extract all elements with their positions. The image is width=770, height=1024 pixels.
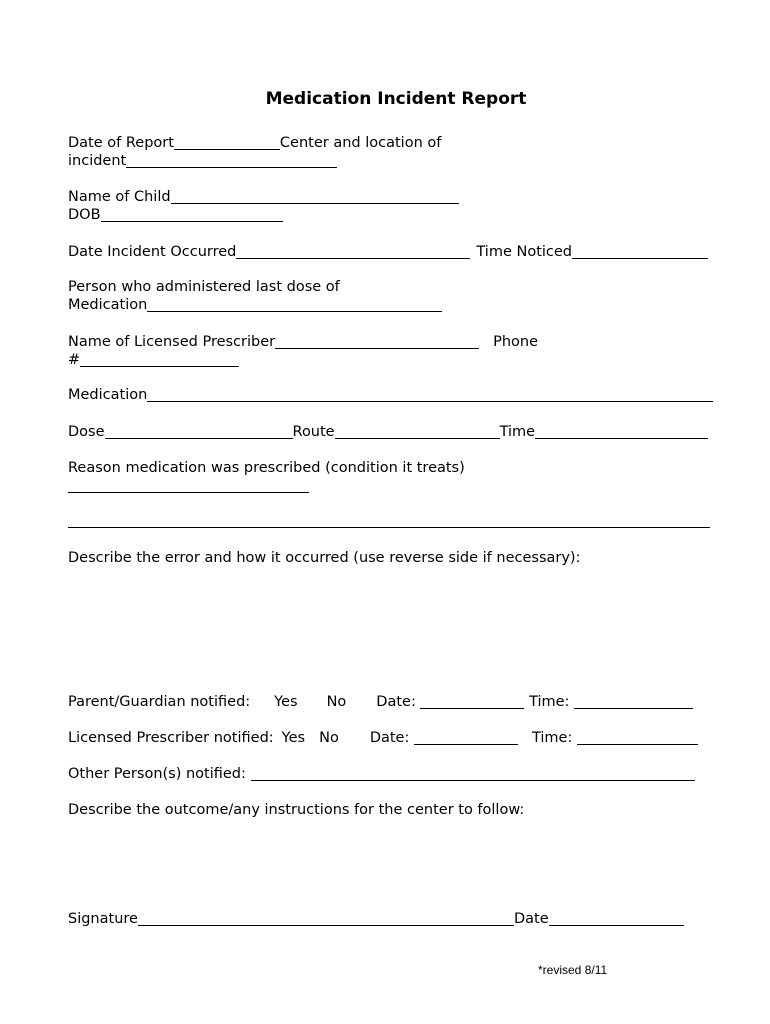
label-licensed-prescriber: Name of Licensed Prescriber (68, 334, 276, 350)
blank-date-of-report[interactable] (174, 135, 280, 150)
line-prescriber-notified (68, 729, 698, 747)
line-signature (68, 910, 684, 928)
line-dob (68, 206, 283, 224)
line-describe-error (68, 549, 580, 567)
label-describe-outcome: Describe the outcome/any instructions for the center to follow: (68, 802, 525, 818)
label-parent-date: Date: (376, 694, 416, 710)
line-reason-blank-2 (68, 512, 710, 530)
blank-other-persons[interactable] (251, 766, 695, 781)
label-prescriber-notified: Licensed Prescriber notified: (68, 730, 274, 746)
blank-medication[interactable] (147, 387, 713, 402)
label-parent-time: Time: (529, 694, 570, 710)
label-route: Route (292, 424, 335, 440)
line-medication-admin (68, 296, 442, 314)
line-reason-blank (68, 477, 309, 495)
blank-name-of-child[interactable] (171, 189, 459, 204)
label-center-location: Center and location of (279, 135, 442, 151)
line-reason (68, 459, 465, 477)
line-other-persons (68, 765, 695, 783)
blank-time-noticed[interactable] (572, 244, 708, 259)
prescriber-yes[interactable]: Yes (281, 730, 306, 746)
line-person-administered (68, 278, 340, 296)
label-phone-hash: # (68, 352, 81, 368)
line-date-incident (68, 243, 708, 261)
blank-dob[interactable] (101, 207, 283, 222)
blank-parent-time[interactable] (574, 694, 693, 709)
label-medication-admin: Medication (68, 297, 148, 313)
blank-phone[interactable] (80, 352, 239, 367)
label-prescriber-date: Date: (369, 730, 410, 746)
line-medication (68, 386, 713, 404)
label-phone: Phone (493, 334, 539, 350)
label-medication: Medication (68, 387, 148, 403)
label-signature: Signature (68, 911, 138, 927)
label-dob: DOB (68, 207, 101, 223)
blank-route[interactable] (335, 424, 500, 439)
label-parent-notified: Parent/Guardian notified: (68, 694, 251, 710)
parent-no[interactable]: No (326, 694, 347, 710)
label-incident: incident (68, 153, 127, 169)
label-date-of-report: Date of Report (68, 135, 174, 151)
blank-prescriber-time[interactable] (577, 730, 698, 745)
blank-signature-date[interactable] (549, 911, 684, 926)
label-date-incident: Date Incident Occurred (68, 244, 237, 260)
line-parent-notified (68, 693, 693, 711)
parent-yes[interactable]: Yes (274, 694, 298, 710)
label-time: Time (499, 424, 536, 440)
prescriber-no[interactable]: No (319, 730, 339, 746)
blank-date-incident[interactable] (236, 244, 470, 259)
label-time-noticed: Time Noticed (476, 244, 572, 260)
blank-reason-1[interactable] (68, 478, 309, 493)
blank-dose[interactable] (105, 424, 293, 439)
label-signature-date: Date (513, 911, 549, 927)
line-date-of-report (68, 134, 441, 152)
line-name-of-child (68, 188, 459, 206)
blank-parent-date[interactable] (420, 694, 524, 709)
label-prescriber-time: Time: (531, 730, 573, 746)
label-person-administered: Person who administered last dose of (68, 279, 340, 295)
blank-prescriber-date[interactable] (414, 730, 518, 745)
line-describe-outcome (68, 801, 524, 819)
label-reason: Reason medication was prescribed (condition it treats) (68, 460, 465, 476)
label-dose: Dose (68, 424, 105, 440)
line-dose-route-time (68, 423, 708, 441)
blank-person-administered[interactable] (147, 297, 442, 312)
line-licensed-prescriber (68, 333, 538, 351)
label-other-persons: Other Person(s) notified: (68, 766, 246, 782)
form-title: Medication Incident Report (265, 89, 527, 109)
blank-reason-2[interactable] (68, 513, 710, 528)
line-incident (68, 152, 337, 170)
blank-signature[interactable] (138, 911, 514, 926)
blank-center-location[interactable] (126, 153, 337, 168)
revised-note: *revised 8/11 (538, 963, 608, 977)
blank-time[interactable] (535, 424, 708, 439)
label-describe-error: Describe the error and how it occurred (use reverse side if necessary): (68, 550, 581, 566)
line-phone-number (68, 351, 239, 369)
blank-licensed-prescriber[interactable] (275, 334, 479, 349)
label-name-of-child: Name of Child (68, 189, 171, 205)
